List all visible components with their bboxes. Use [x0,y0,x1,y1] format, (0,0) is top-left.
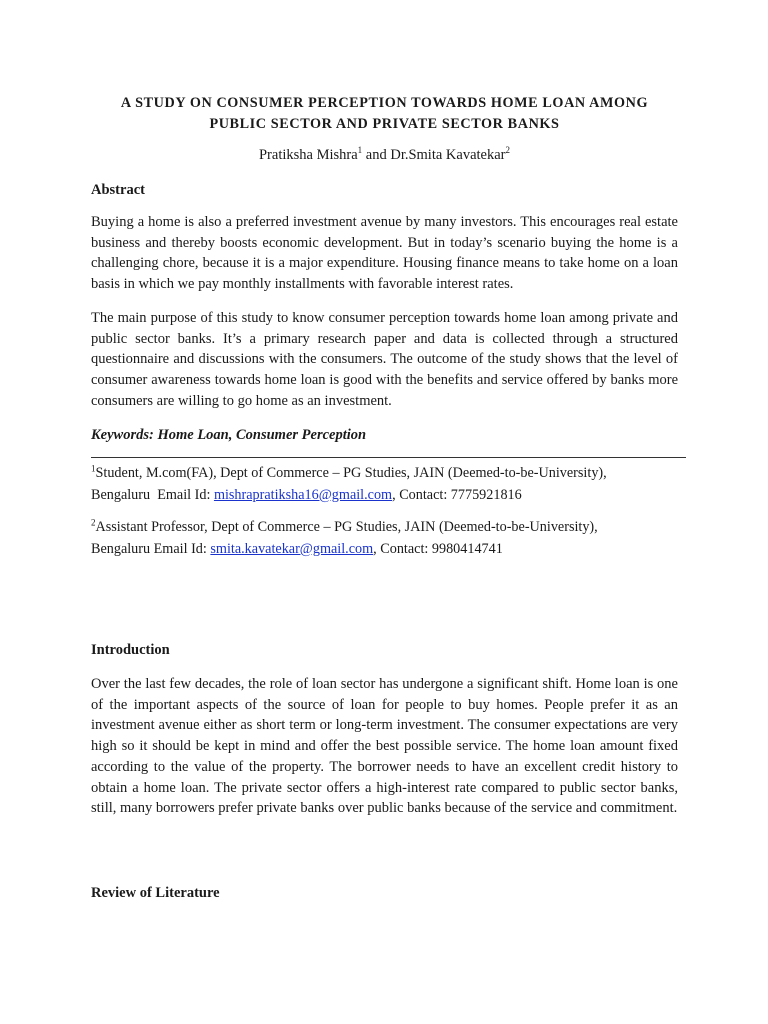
author-joiner: and [362,147,391,163]
footnote-2-affiliation: Assistant Professor, Dept of Commerce – PG Studies, JAIN (Deemed-to-be-University), [95,519,598,535]
abstract-paragraph-2: The main purpose of this study to know consumer perception towards home loan among private and public sector banks. It’s a primary research paper and data is collected through a structured questionnaire and discussions with the consumers. The outcome of the study shows that the level of consumer awareness towards home loan is good with the benefits and service offered by banks more consumers are willing to go home as an investment. [91,310,678,409]
footnote-2-email-link[interactable]: smita.kavatekar@gmail.com [210,540,374,557]
footnote-1-line-2 [91,485,686,507]
keywords-line: Keywords: Home Loan, Consumer Perception [91,427,367,443]
abstract-heading: Abstract [91,182,145,198]
author-2-superscript: 2 [505,145,511,156]
introduction-paragraph: Over the last few decades, the role of loan sector has undergone a significant shift. Home loan is one of the important aspects of the source of loan for people to buy homes. People prefer it as an investment avenue either as short term or long-term investment. The consumer expectations are very high so it should be kept in mind and offer the best possible service. The home loan amount fixed according to the value of the property. The borrower needs to have an excellent credit history to obtain a home loan. The private sector offers a high-interest rate compared to public sector banks, still, many borrowers prefer private banks over public banks because of the service and commitment. [91,676,678,817]
abstract-paragraph-1: Buying a home is also a preferred investment avenue by many investors. This encourages real estate business and thereby boosts economic development. But in today’s scenario buying the home is a challenging chore, because it is a major expenditure. Housing finance means to take home on a loan basis in which we pay monthly installments with favorable interest rates. [91,214,678,293]
introduction-heading: Introduction [91,642,170,658]
author-2-name: Dr.Smita Kavatekar [390,147,506,163]
footnote-2-superscript: 2 [91,517,96,528]
footnote-2-contact: , Contact: 9980414741 [373,540,503,557]
title-line-2: PUBLIC SECTOR AND PRIVATE SECTOR BANKS [209,116,560,132]
footnote-divider [91,457,686,458]
author-line [91,145,678,165]
footnote-1-superscript: 1 [91,463,96,474]
footnote-1-email-link[interactable]: mishrapratiksha16@gmail.com [213,486,393,503]
footnote-1-email-label: Bengaluru Email Id: [91,486,214,503]
footnote-1-contact: , Contact: 7775921816 [392,486,522,503]
footnote-2 [91,517,686,560]
author-1-superscript: 1 [357,145,363,156]
footnote-1-affiliation: Student, M.com(FA), Dept of Commerce – PG Studies, JAIN (Deemed-to-be-University), [95,465,607,481]
footnote-1 [91,463,686,506]
footnote-1-line-1 [91,463,686,485]
paper-title [91,93,678,135]
footnote-2-line-1 [91,517,686,539]
review-of-literature-heading: Review of Literature [91,885,220,901]
author-1-name: Pratiksha Mishra [258,147,358,163]
title-line-1: A STUDY ON CONSUMER PERCEPTION TOWARDS HOME LOAN AMONG [120,95,649,111]
footnote-2-email-label: Bengaluru Email Id: [91,540,211,557]
footnote-2-line-2 [91,539,686,561]
